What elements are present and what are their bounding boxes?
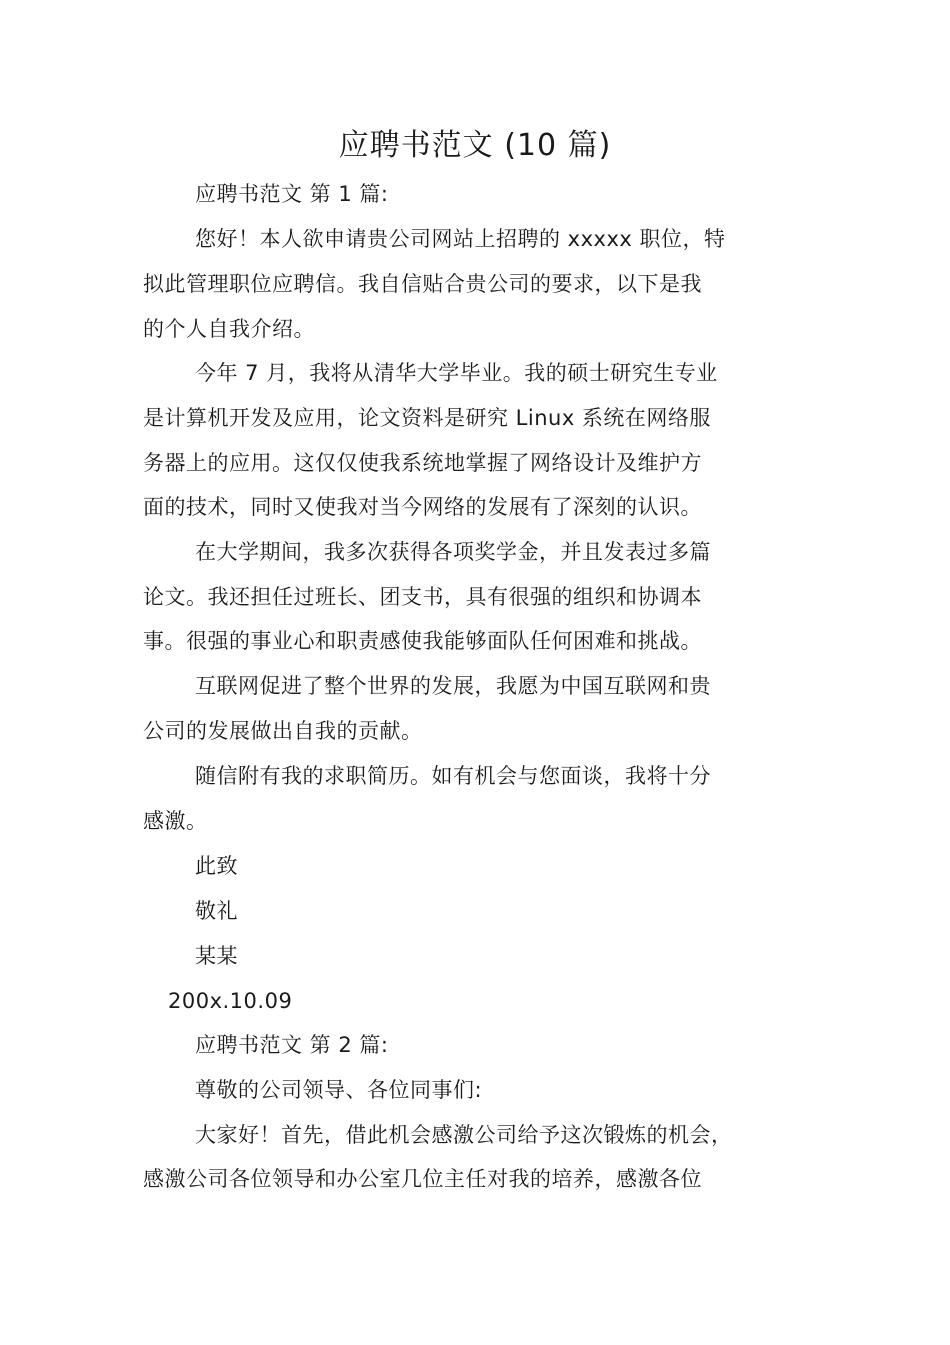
paragraph-line: 感激公司各位领导和办公室几位主任对我的培养，感激各位 (143, 1167, 702, 1191)
section-heading-1: 应聘书范文 第 1 篇: (195, 182, 389, 206)
signature-date: 200x.10.09 (168, 989, 293, 1013)
paragraph-line: 互联网促进了整个世界的发展，我愿为中国互联网和贵 (195, 674, 711, 698)
paragraph-line: 感激。 (143, 809, 208, 833)
paragraph-line: 在大学期间，我多次获得各项奖学金，并且发表过多篇 (195, 540, 711, 564)
paragraph-line: 大家好！首先，借此机会感激公司给予这次锻炼的机会， (195, 1123, 733, 1147)
salutation-line: 尊敬的公司领导、各位同事们: (195, 1078, 483, 1102)
section-heading-2: 应聘书范文 第 2 篇: (195, 1033, 389, 1057)
paragraph-line: 您好！本人欲申请贵公司网站上招聘的 xxxxx 职位，特 (195, 227, 726, 251)
document-title: 应聘书范文 (10 篇) (338, 128, 612, 163)
paragraph-line: 拟此管理职位应聘信。我自信贴合贵公司的要求，以下是我 (143, 272, 702, 296)
closing-line: 敬礼 (195, 899, 238, 923)
paragraph-line: 是计算机开发及应用，论文资料是研究 Linux 系统在网络服 (143, 406, 711, 430)
paragraph-line: 今年 7 月，我将从清华大学毕业。我的硕士研究生专业 (195, 361, 718, 385)
paragraph-line: 事。很强的事业心和职责感使我能够面队任何困难和挑战。 (143, 629, 702, 653)
signature-name: 某某 (195, 944, 238, 968)
paragraph-line: 面的技术，同时又使我对当今网络的发展有了深刻的认识。 (143, 495, 702, 519)
paragraph-line: 论文。我还担任过班长、团支书，具有很强的组织和协调本 (143, 585, 702, 609)
paragraph-line: 公司的发展做出自我的贡献。 (143, 719, 423, 743)
closing-line: 此致 (195, 854, 238, 878)
paragraph-line: 随信附有我的求职简历。如有机会与您面谈，我将十分 (195, 764, 711, 788)
paragraph-line: 的个人自我介绍。 (143, 317, 315, 341)
paragraph-line: 务器上的应用。这仅仅使我系统地掌握了网络设计及维护方 (143, 451, 702, 475)
